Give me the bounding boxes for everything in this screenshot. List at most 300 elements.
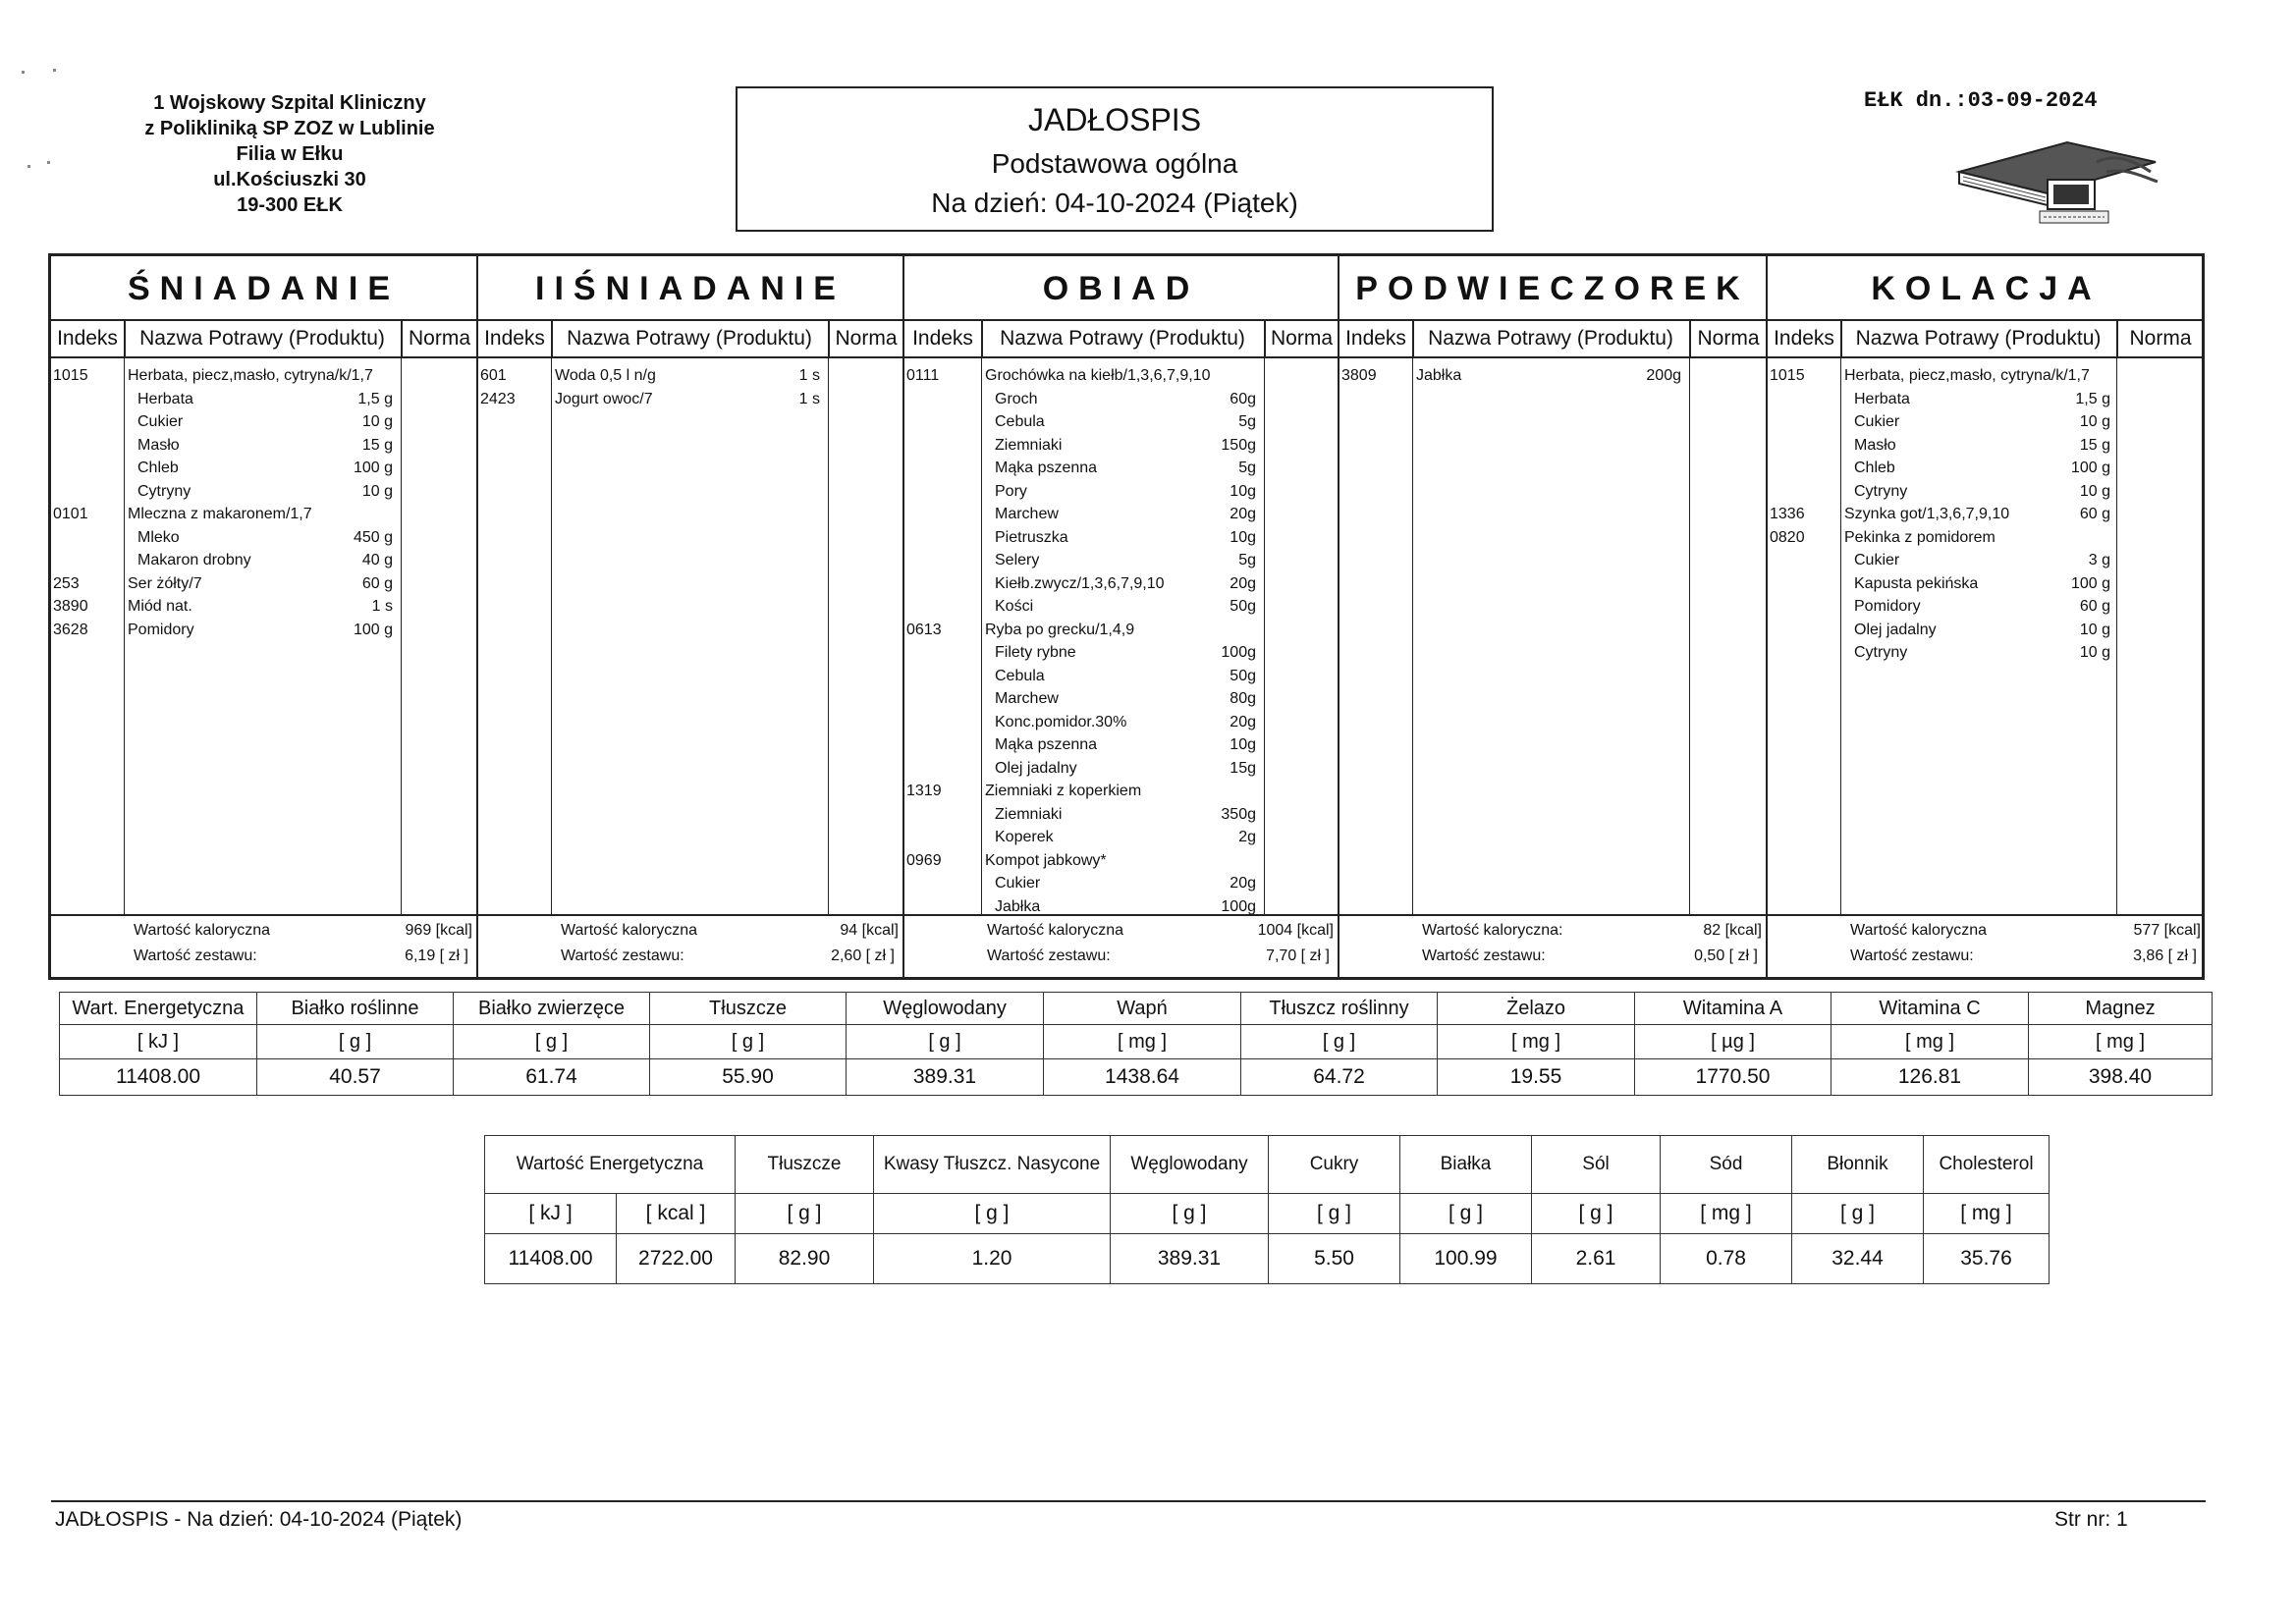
item-norm: 10 g — [361, 482, 393, 500]
menu-table — [48, 253, 2205, 980]
menu-item-row — [904, 895, 1338, 918]
item-norm: 60g — [1230, 390, 1256, 407]
col-name-header: Nazwa Potrawy (Produktu) — [1000, 327, 1245, 350]
kcal-value: 577 [kcal] — [2133, 922, 2201, 939]
col-norm-header: Norma — [835, 327, 898, 350]
item-norm: 50g — [1230, 598, 1256, 615]
nutrition-cell: [ g ] — [1269, 1194, 1400, 1234]
nutrition-cell: Białka — [1400, 1136, 1532, 1194]
menu-item-row — [904, 803, 1338, 826]
nutrition-table-2 — [484, 1135, 2050, 1284]
menu-item-row — [1768, 549, 2205, 571]
menu-item-row — [904, 364, 1338, 387]
item-norm: 40 g — [361, 552, 393, 568]
column-headers — [1768, 321, 2205, 358]
meal-section — [478, 256, 904, 978]
meal-items — [904, 358, 1338, 916]
meal-section — [1339, 256, 1768, 978]
nutrition-row — [485, 1234, 2050, 1284]
item-name: Kiełb.zwycz/1,3,6,7,9,10 — [995, 574, 1165, 592]
item-name: Jabłka — [995, 897, 1041, 915]
item-index: 253 — [53, 574, 80, 592]
scan-speck — [47, 161, 50, 164]
item-name: Cytryny — [1854, 644, 1908, 661]
title-box — [736, 86, 1494, 232]
menu-item-row — [904, 641, 1338, 664]
item-index: 0101 — [53, 506, 88, 522]
menu-item-row — [51, 480, 476, 503]
nutrition-cell: [ mg ] — [1438, 1025, 1635, 1059]
col-norm-header: Norma — [408, 327, 470, 350]
cost-value: 2,60 [ zł ] — [831, 947, 895, 964]
menu-item-row — [51, 526, 476, 549]
item-norm: 15 g — [361, 436, 393, 454]
nutrition-cell: 19.55 — [1438, 1059, 1635, 1096]
item-norm: 5g — [1238, 460, 1256, 476]
nutrition-cell: 126.81 — [1831, 1059, 2029, 1096]
nutrition-cell: Wapń — [1044, 993, 1241, 1025]
column-divider — [1412, 321, 1414, 356]
nutrition-cell: 2722.00 — [617, 1234, 736, 1284]
column-divider — [1412, 358, 1413, 914]
nutrition-cell: [ g ] — [257, 1025, 454, 1059]
nutrition-cell: 100.99 — [1400, 1234, 1532, 1284]
item-index: 3809 — [1341, 367, 1377, 384]
item-name: Herbata — [1854, 390, 1910, 407]
col-name-header: Nazwa Potrawy (Produktu) — [1428, 327, 1673, 350]
item-name: Grochówka na kiełb/1,3,6,7,9,10 — [985, 367, 1211, 384]
menu-item-row — [1339, 364, 1766, 387]
nutrition-cell: Białko roślinne — [257, 993, 454, 1025]
menu-item-row — [51, 434, 476, 457]
cost-label: Wartość zestawu: — [1422, 947, 1546, 964]
item-name: Groch — [995, 390, 1038, 407]
item-norm: 10 g — [2079, 621, 2110, 638]
menu-item-row — [51, 388, 476, 410]
col-name-header: Nazwa Potrawy (Produktu) — [139, 327, 385, 350]
item-norm: 200g — [1646, 367, 1681, 384]
menu-item-row — [1768, 503, 2205, 525]
column-divider — [1689, 321, 1691, 356]
menu-item-row — [51, 572, 476, 595]
item-norm: 1 s — [371, 598, 393, 615]
meal-summary — [1768, 916, 2205, 973]
nutrition-cell: [ kJ ] — [485, 1194, 617, 1234]
item-norm: 10g — [1230, 736, 1256, 753]
column-divider — [551, 358, 552, 914]
item-name: Pietruszka — [995, 528, 1068, 546]
nutrition-cell: Kwasy Tłuszcz. Nasycone — [874, 1136, 1111, 1194]
kcal-value: 1004 [kcal] — [1257, 922, 1334, 939]
nutrition-cell: [ g ] — [1400, 1194, 1532, 1234]
menu-item-row — [904, 687, 1338, 710]
column-divider — [2116, 321, 2118, 356]
item-name: Herbata, piecz,masło, cytryna/k/1,7 — [128, 367, 373, 384]
nutrition-cell: 389.31 — [1111, 1234, 1269, 1284]
nutrition-cell: 61.74 — [454, 1059, 650, 1096]
item-norm: 1 s — [798, 367, 820, 384]
menu-item-row — [904, 780, 1338, 802]
item-norm: 10 g — [361, 413, 393, 430]
cost-label: Wartość zestawu: — [134, 947, 257, 964]
nutrition-cell: [ g ] — [847, 1025, 1044, 1059]
cost-value: 3,86 [ zł ] — [2133, 947, 2197, 964]
menu-item-row — [904, 434, 1338, 457]
nutrition-cell: 82.90 — [736, 1234, 874, 1284]
item-index: 0613 — [906, 621, 942, 638]
col-norm-header: Norma — [2129, 327, 2192, 350]
menu-item-row — [51, 457, 476, 479]
item-name: Cebula — [995, 413, 1045, 430]
item-name: Herbata, piecz,masło, cytryna/k/1,7 — [1844, 367, 2090, 384]
menu-item-row — [51, 503, 476, 525]
nutrition-cell: Żelazo — [1438, 993, 1635, 1025]
kcal-value: 82 [kcal] — [1703, 922, 1762, 939]
nutrition-cell: Węglowodany — [1111, 1136, 1269, 1194]
item-norm: 450 g — [353, 528, 393, 546]
item-norm: 1,5 g — [2075, 390, 2110, 407]
nutrition-row — [485, 1136, 2050, 1194]
item-norm: 50g — [1230, 667, 1256, 684]
item-norm: 150g — [1221, 436, 1256, 454]
nutrition-cell: [ kcal ] — [617, 1194, 736, 1234]
item-name: Konc.pomidor.30% — [995, 713, 1127, 730]
item-norm: 15g — [1230, 759, 1256, 777]
item-name: Ziemniaki — [995, 436, 1063, 454]
item-name: Mąka pszenna — [995, 460, 1098, 476]
item-name: Ziemniaki z koperkiem — [985, 783, 1142, 799]
item-norm: 10 g — [2079, 482, 2110, 500]
item-name: Filety rybne — [995, 644, 1076, 661]
item-name: Kompot jabkowy* — [985, 851, 1107, 869]
meal-items — [51, 358, 476, 916]
item-name: Kapusta pekińska — [1854, 574, 1979, 592]
menu-item-row — [904, 503, 1338, 525]
item-norm: 350g — [1221, 805, 1256, 823]
nutrition-cell: Sód — [1661, 1136, 1792, 1194]
nutrition-cell: Tłuszcz roślinny — [1241, 993, 1438, 1025]
menu-item-row — [1768, 619, 2205, 641]
nutrition-cell: [ kJ ] — [60, 1025, 257, 1059]
nutrition-cell: [ g ] — [1792, 1194, 1924, 1234]
meal-title: ŚNIADANIE — [51, 256, 476, 321]
hospital-line: ul.Kościuszki 30 — [213, 169, 366, 190]
menu-item-row — [1768, 595, 2205, 618]
nutrition-row — [485, 1194, 2050, 1234]
nutrition-cell: [ mg ] — [1831, 1025, 2029, 1059]
menu-date: Na dzień: 04-10-2024 (Piątek) — [931, 188, 1298, 218]
menu-item-row — [1768, 388, 2205, 410]
menu-item-row — [904, 457, 1338, 479]
menu-item-row — [904, 572, 1338, 595]
meal-summary — [1339, 916, 1766, 973]
nutrition-cell: Białko zwierzęce — [454, 993, 650, 1025]
menu-item-row — [1768, 410, 2205, 433]
item-name: Woda 0,5 l n/g — [555, 367, 656, 384]
item-name: Cukier — [1854, 552, 1900, 568]
item-norm: 5g — [1238, 552, 1256, 568]
menu-item-row — [1768, 364, 2205, 387]
nutrition-cell: Cukry — [1269, 1136, 1400, 1194]
menu-item-row — [904, 733, 1338, 756]
item-index: 1015 — [53, 367, 88, 384]
kcal-label: Wartość kaloryczna — [134, 922, 270, 939]
nutrition-cell: Węglowodany — [847, 993, 1044, 1025]
item-name: Miód nat. — [128, 598, 192, 615]
issue-date: EŁK dn.:03-09-2024 — [1864, 88, 2098, 113]
hospital-line: 1 Wojskowy Szpital Kliniczny — [153, 92, 426, 114]
menu-item-row — [478, 364, 902, 387]
item-name: Cukier — [137, 413, 184, 430]
nutrition-cell: [ g ] — [874, 1194, 1111, 1234]
col-index-header: Indeks — [1774, 327, 1834, 350]
item-name: Ryba po grecku/1,4,9 — [985, 621, 1135, 638]
item-norm: 60 g — [2079, 598, 2110, 615]
nutrition-cell: [ g ] — [736, 1194, 874, 1234]
cost-value: 7,70 [ zł ] — [1266, 947, 1330, 964]
item-name: Masło — [1854, 436, 1896, 454]
item-name: Szynka got/1,3,6,7,9,10 — [1844, 506, 2010, 522]
nutrition-cell: 55.90 — [650, 1059, 847, 1096]
col-index-header: Indeks — [912, 327, 973, 350]
item-name: Makaron drobny — [137, 552, 251, 568]
scan-speck — [27, 165, 30, 168]
col-norm-header: Norma — [1270, 327, 1333, 350]
item-norm: 20g — [1230, 506, 1256, 522]
menu-item-row — [904, 826, 1338, 848]
kcal-label: Wartość kaloryczna: — [1422, 922, 1563, 939]
item-index: 3890 — [53, 598, 88, 615]
cost-value: 0,50 [ zł ] — [1694, 947, 1758, 964]
nutrition-cell: 32.44 — [1792, 1234, 1924, 1284]
item-name: Pekinka z pomidorem — [1844, 528, 1995, 546]
column-divider — [1689, 358, 1690, 914]
nutrition-cell: 398.40 — [2029, 1059, 2213, 1096]
hospital-line: z Polikliniką SP ZOZ w Lublinie — [144, 118, 435, 139]
column-divider — [124, 321, 126, 356]
menu-item-row — [1768, 434, 2205, 457]
item-norm: 10 g — [2079, 644, 2110, 661]
menu-item-row — [51, 364, 476, 387]
menu-item-row — [51, 549, 476, 571]
scan-speck — [22, 71, 25, 74]
col-name-header: Nazwa Potrawy (Produktu) — [1855, 327, 2102, 350]
item-index: 3628 — [53, 621, 88, 638]
item-name: Marchew — [995, 506, 1059, 522]
item-index: 0820 — [1770, 528, 1805, 546]
hospital-line: 19-300 EŁK — [237, 194, 343, 216]
column-divider — [828, 321, 830, 356]
item-norm: 80g — [1230, 690, 1256, 707]
footer-rule — [51, 1500, 2206, 1502]
nutrition-cell: [ mg ] — [1661, 1194, 1792, 1234]
nutrition-cell: Witamina C — [1831, 993, 2029, 1025]
nutrition-cell: 35.76 — [1924, 1234, 2050, 1284]
nutrition-cell: 0.78 — [1661, 1234, 1792, 1284]
menu-item-row — [478, 388, 902, 410]
item-name: Pomidory — [128, 621, 194, 638]
nutrition-cell: 64.72 — [1241, 1059, 1438, 1096]
meal-section — [904, 256, 1339, 978]
nutrition-cell: Sól — [1532, 1136, 1661, 1194]
nutrition-cell: [ mg ] — [2029, 1025, 2213, 1059]
item-index: 2423 — [480, 390, 516, 407]
meal-title: PODWIECZOREK — [1339, 256, 1766, 321]
nutrition-cell: Tłuszcze — [736, 1136, 874, 1194]
meal-summary — [51, 916, 476, 973]
column-headers — [51, 321, 476, 358]
item-norm: 100 g — [353, 621, 393, 638]
item-norm: 100 g — [2070, 460, 2110, 476]
menu-item-row — [1768, 457, 2205, 479]
nutrition-cell: Błonnik — [1792, 1136, 1924, 1194]
nutrition-cell: 11408.00 — [485, 1234, 617, 1284]
hospital-line: Filia w Ełku — [236, 143, 344, 165]
meal-items — [478, 358, 902, 916]
item-norm: 100 g — [353, 460, 393, 476]
column-divider — [551, 321, 553, 356]
menu-item-row — [904, 849, 1338, 872]
kcal-label: Wartość kaloryczna — [561, 922, 697, 939]
cost-label: Wartość zestawu: — [987, 947, 1111, 964]
nutrition-cell: Cholesterol — [1924, 1136, 2050, 1194]
column-headers — [478, 321, 902, 358]
item-index: 0969 — [906, 851, 942, 869]
item-name: Mleko — [137, 528, 180, 546]
nutrition-cell: 11408.00 — [60, 1059, 257, 1096]
kcal-label: Wartość kaloryczna — [1850, 922, 1987, 939]
menu-item-row — [904, 480, 1338, 503]
item-name: Cebula — [995, 667, 1045, 684]
menu-item-row — [904, 410, 1338, 433]
meal-section — [1768, 256, 2205, 978]
menu-item-row — [904, 619, 1338, 641]
meal-title: IIŚNIADANIE — [478, 256, 902, 321]
item-name: Marchew — [995, 690, 1059, 707]
menu-item-row — [904, 595, 1338, 618]
item-norm: 1 s — [798, 390, 820, 407]
item-name: Koperek — [995, 829, 1054, 845]
item-norm: 15 g — [2079, 436, 2110, 454]
item-norm: 100g — [1221, 897, 1256, 915]
item-name: Olej jadalny — [1854, 621, 1937, 638]
page-number: Str nr: 1 — [2054, 1508, 2128, 1531]
item-name: Cukier — [1854, 413, 1900, 430]
cost-label: Wartość zestawu: — [561, 947, 684, 964]
item-norm: 20g — [1230, 875, 1256, 892]
nutrition-cell: [ mg ] — [1924, 1194, 2050, 1234]
nutrition-cell: [ g ] — [1111, 1194, 1269, 1234]
item-name: Kości — [995, 598, 1034, 615]
item-norm: 20g — [1230, 574, 1256, 592]
nutrition-cell: 40.57 — [257, 1059, 454, 1096]
nutrition-row — [60, 993, 2213, 1025]
nutrition-cell: 5.50 — [1269, 1234, 1400, 1284]
menu-item-row — [904, 549, 1338, 571]
menu-item-row — [51, 619, 476, 641]
menu-item-row — [1768, 641, 2205, 664]
column-divider — [401, 321, 403, 356]
item-name: Herbata — [137, 390, 193, 407]
item-name: Mleczna z makaronem/1,7 — [128, 506, 312, 522]
menu-item-row — [904, 711, 1338, 733]
nutrition-cell: Witamina A — [1635, 993, 1831, 1025]
nutrition-cell: Magnez — [2029, 993, 2213, 1025]
item-name: Selery — [995, 552, 1040, 568]
item-name: Chleb — [1854, 460, 1895, 476]
col-index-header: Indeks — [57, 327, 118, 350]
item-norm: 3 g — [2088, 552, 2110, 568]
meal-summary — [904, 916, 1338, 973]
nutrition-cell: [ g ] — [650, 1025, 847, 1059]
col-index-header: Indeks — [1345, 327, 1406, 350]
column-headers — [904, 321, 1338, 358]
cost-value: 6,19 [ zł ] — [405, 947, 468, 964]
scan-speck — [53, 69, 56, 72]
col-norm-header: Norma — [1697, 327, 1760, 350]
menu-item-row — [1768, 480, 2205, 503]
nutrition-cell: 1.20 — [874, 1234, 1111, 1284]
cost-label: Wartość zestawu: — [1850, 947, 1974, 964]
meal-title: OBIAD — [904, 256, 1338, 321]
col-name-header: Nazwa Potrawy (Produktu) — [567, 327, 812, 350]
item-name: Mąka pszenna — [995, 736, 1098, 753]
meal-summary — [478, 916, 902, 973]
book-computer-icon — [1949, 133, 2165, 231]
item-name: Cytryny — [137, 482, 191, 500]
column-divider — [981, 321, 983, 356]
item-name: Cytryny — [1854, 482, 1908, 500]
nutrition-cell: [ mg ] — [1044, 1025, 1241, 1059]
page-title: JADŁOSPIS — [1027, 102, 1202, 137]
nutrition-cell: 389.31 — [847, 1059, 1044, 1096]
item-index: 1336 — [1770, 506, 1805, 522]
item-norm: 5g — [1238, 413, 1256, 430]
footer-title: JADŁOSPIS - Na dzień: 04-10-2024 (Piątek) — [55, 1508, 463, 1531]
item-name: Pory — [995, 482, 1027, 500]
nutrition-cell: [ g ] — [1532, 1194, 1661, 1234]
column-divider — [1840, 321, 1842, 356]
item-name: Cukier — [995, 875, 1041, 892]
nutrition-cell: [ g ] — [1241, 1025, 1438, 1059]
item-index: 1319 — [906, 783, 942, 799]
item-norm: 100 g — [2070, 574, 2110, 592]
nutrition-row — [60, 1059, 2213, 1096]
nutrition-cell: 1770.50 — [1635, 1059, 1831, 1096]
menu-item-row — [51, 410, 476, 433]
column-divider — [828, 358, 829, 914]
item-name: Ser żółty/7 — [128, 574, 202, 592]
kcal-value: 969 [kcal] — [405, 922, 472, 939]
nutrition-cell: Wart. Energetyczna — [60, 993, 257, 1025]
menu-item-row — [904, 872, 1338, 894]
item-name: Masło — [137, 436, 180, 454]
meal-title: KOLACJA — [1768, 256, 2205, 321]
nutrition-cell: Wartość Energetyczna — [485, 1136, 736, 1194]
item-norm: 10 g — [2079, 413, 2110, 430]
menu-item-row — [904, 757, 1338, 780]
item-norm: 60 g — [361, 574, 393, 592]
hospital-address — [98, 90, 481, 218]
item-norm: 10g — [1230, 528, 1256, 546]
item-index: 1015 — [1770, 367, 1805, 384]
item-norm: 100g — [1221, 644, 1256, 661]
item-name: Ziemniaki — [995, 805, 1063, 823]
menu-item-row — [904, 526, 1338, 549]
item-index: 601 — [480, 367, 507, 384]
menu-item-row — [1768, 572, 2205, 595]
nutrition-cell: [ µg ] — [1635, 1025, 1831, 1059]
